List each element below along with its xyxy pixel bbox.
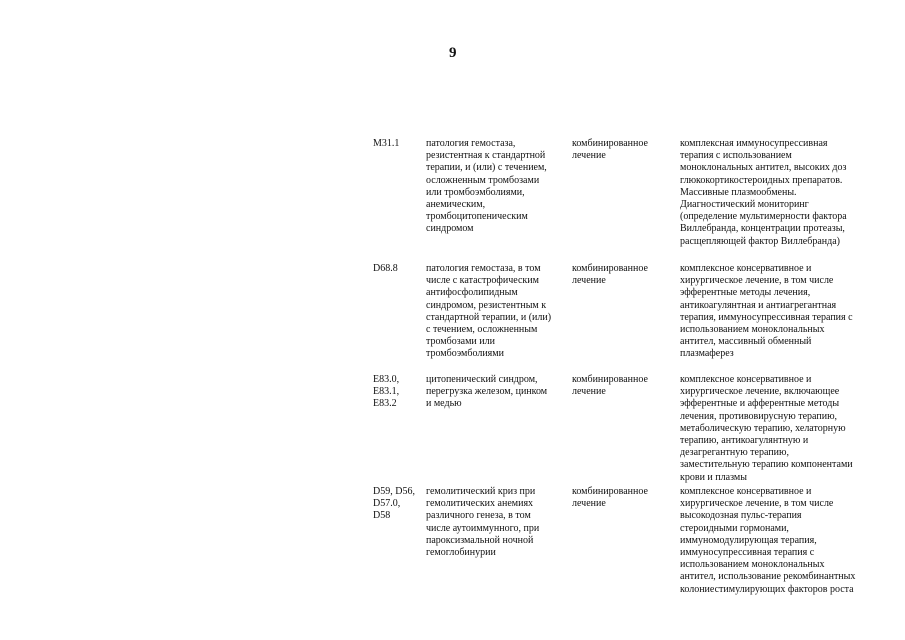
method-line: использованием моноклональных xyxy=(680,559,825,571)
method-line: антикоагулянтная и антиагрегантная xyxy=(680,299,837,311)
treatment-type-line: комбинированное xyxy=(572,138,648,149)
method-line: комплексное консервативное и xyxy=(680,486,812,497)
method-line: Виллебранда, концентрации протеазы, xyxy=(680,223,845,235)
diagnosis-line: антифосфолипидным xyxy=(426,287,518,299)
method-line: иммуносупрессивная терапия с xyxy=(680,547,815,559)
method-line: плазмаферез xyxy=(680,348,734,360)
diagnosis-line: пароксизмальной ночной xyxy=(426,534,534,546)
treatment-type-line: комбинированное xyxy=(572,486,648,497)
method-line: крови и плазмы xyxy=(680,471,747,483)
diagnosis-line: различного генеза, в том xyxy=(426,510,531,522)
method-line: Массивные плазмообмены. xyxy=(680,186,797,198)
diagnosis-description xyxy=(426,486,570,559)
method-line: заместительную терапию компонентами xyxy=(680,459,853,471)
method-line: терапию, антикоагулянтную и xyxy=(680,435,809,447)
method-line: расщепляющей фактор Виллебранда) xyxy=(680,235,840,247)
diagnosis-description xyxy=(426,263,570,361)
treatment-type-line: комбинированное xyxy=(572,374,648,385)
method-line: стероидными гормонами, xyxy=(680,522,789,534)
diagnosis-line: тромбоэмболиями xyxy=(426,348,504,360)
diagnosis-line: резистентная к стандартной xyxy=(426,150,546,162)
code-line: M31.1 xyxy=(373,138,400,149)
diagnosis-line: синдромом, резистентным к xyxy=(426,299,547,311)
method-line: высокодозная пульс-терапия xyxy=(680,510,802,522)
diagnosis-line: гемолитических анемиях xyxy=(426,498,534,510)
diagnosis-line: синдромом xyxy=(426,223,474,235)
method-line: дезагрегантную терапию, xyxy=(680,447,789,459)
diagnosis-description xyxy=(426,138,570,236)
diagnosis-line: с течением, осложненным xyxy=(426,324,538,336)
diagnosis-line: или тромбоэмболиями, xyxy=(426,186,525,198)
method-line: антител, массивный обменный xyxy=(680,336,812,348)
diagnosis-line: гемолитический криз при xyxy=(426,486,536,497)
code-line: D57.0, xyxy=(373,498,401,510)
diagnosis-line: числе аутоиммунного, при xyxy=(426,522,540,534)
method-line: лечения, противовирусную терапию, xyxy=(680,410,838,422)
code-line: E83.1, xyxy=(373,386,400,398)
method-line: эфферентные методы лечения, xyxy=(680,287,811,299)
diagnosis-line: и медью xyxy=(426,398,462,410)
code-line: D68.8 xyxy=(373,263,398,274)
method-line: хирургическое лечение, включающее xyxy=(680,386,840,398)
diagnosis-line: анемическим, xyxy=(426,199,486,211)
treatment-type-line: лечение xyxy=(572,275,606,287)
treatment-type-line: лечение xyxy=(572,386,606,398)
treatment-type-line: лечение xyxy=(572,498,606,510)
code-line: D58 xyxy=(373,510,391,522)
diagnosis-line: гемоглобинурии xyxy=(426,547,496,559)
diagnosis-line: терапии, и (или) с течением, xyxy=(426,162,547,174)
code-line: E83.0, xyxy=(373,374,400,385)
method-line: моноклональных антител, высоких доз xyxy=(680,162,847,174)
method-line: (определение мультимерности фактора xyxy=(680,211,847,223)
method-line: эфферентные и афферентные методы xyxy=(680,398,840,410)
treatment-type xyxy=(572,486,676,510)
method-line: хирургическое лечение, в том числе xyxy=(680,275,834,287)
method-line: антител, использование рекомбинантных xyxy=(680,571,856,583)
diagnosis-line: патология гемостаза, xyxy=(426,138,516,149)
treatment-method xyxy=(680,486,875,596)
diagnosis-line: тромбозами или xyxy=(426,336,495,348)
treatment-method xyxy=(680,138,875,248)
method-line: колониестимулирующих факторов роста xyxy=(680,583,854,595)
diagnosis-line: патология гемостаза, в том xyxy=(426,263,541,274)
code-line: D59, D56, xyxy=(373,486,415,497)
treatment-method xyxy=(680,374,875,484)
diagnosis-code xyxy=(373,138,423,150)
method-line: комплексная иммуносупрессивная xyxy=(680,138,828,149)
diagnosis-code xyxy=(373,374,423,411)
treatment-type-line: лечение xyxy=(572,150,606,162)
treatment-type xyxy=(572,374,676,398)
method-line: использованием моноклональных xyxy=(680,324,825,336)
diagnosis-line: стандартной терапии, и (или) xyxy=(426,311,552,323)
method-line: хирургическое лечение, в том числе xyxy=(680,498,834,510)
diagnosis-line: осложненным тромбозами xyxy=(426,174,540,186)
method-line: терапия с использованием xyxy=(680,150,792,162)
diagnosis-line: тромбоцитопеническим xyxy=(426,211,528,223)
diagnosis-line: числе с катастрофическим xyxy=(426,275,539,287)
treatment-type-line: комбинированное xyxy=(572,263,648,274)
method-line: терапия, иммуносупрессивная терапия с xyxy=(680,311,853,323)
treatment-type xyxy=(572,263,676,287)
code-line: E83.2 xyxy=(373,398,397,410)
diagnosis-description xyxy=(426,374,570,411)
diagnosis-code xyxy=(373,486,423,523)
method-line: глюкокортикостероидных препаратов. xyxy=(680,174,843,186)
page-number: 9 xyxy=(449,45,457,61)
treatment-method xyxy=(680,263,875,361)
method-line: метаболическую терапию, хелаторную xyxy=(680,422,846,434)
method-line: Диагностический мониторинг xyxy=(680,199,809,211)
treatment-type xyxy=(572,138,676,162)
method-line: комплексное консервативное и xyxy=(680,374,812,385)
diagnosis-line: перегрузка железом, цинком xyxy=(426,386,548,398)
diagnosis-line: цитопенический синдром, xyxy=(426,374,538,385)
method-line: комплексное консервативное и xyxy=(680,263,812,274)
method-line: иммуномодулирующая терапия, xyxy=(680,534,817,546)
diagnosis-code xyxy=(373,263,423,275)
